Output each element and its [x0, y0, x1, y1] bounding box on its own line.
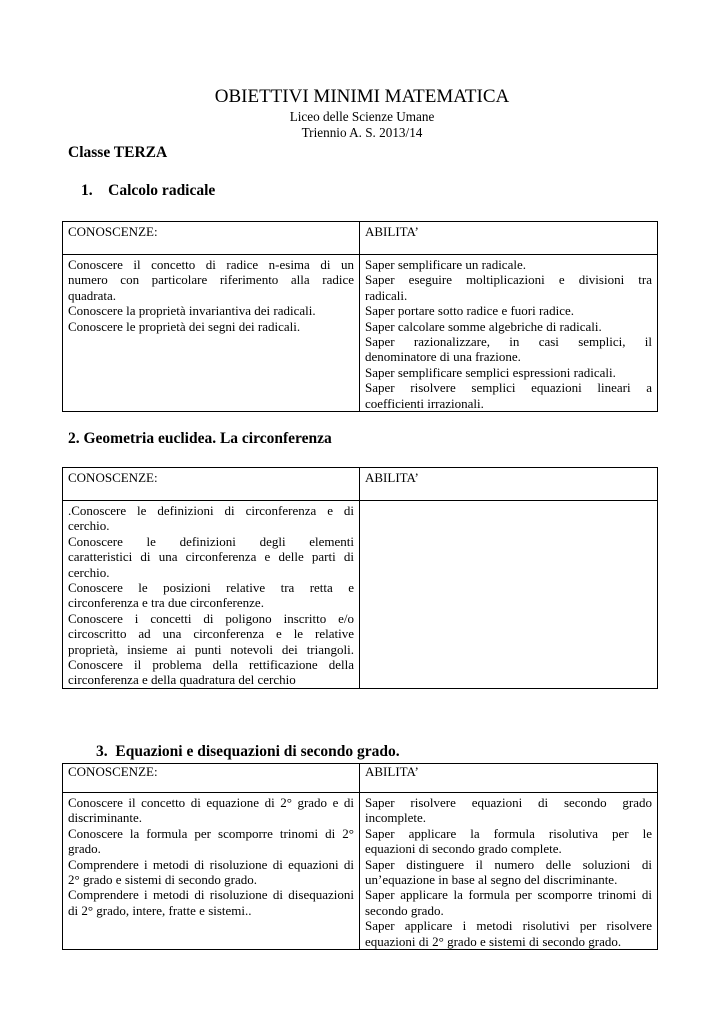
text-line: Conoscere il problema della rettificazione della: [68, 657, 354, 673]
conoscenze-cell: [63, 255, 360, 412]
section-table-3: [62, 763, 658, 950]
text-line: Conoscere la formula per scomporre trinomi di 2°: [68, 825, 354, 841]
section-table-2: [62, 467, 658, 689]
abilita-cell: [360, 793, 658, 950]
text-line: Conoscere le proprietà dei segni dei radicali.: [68, 318, 301, 334]
text-line: Saper applicare la formula per scomporre trinomi di: [365, 887, 652, 903]
text-line: un’equazione in base al segno del discriminante.: [365, 872, 618, 888]
text-line: cerchio.: [68, 518, 110, 534]
text-line: coefficienti irrazionali.: [365, 395, 484, 411]
abilita-cell: [360, 255, 658, 412]
text-line: denominatore di una frazione.: [365, 349, 521, 365]
text-line: quadrata.: [68, 287, 117, 303]
text-line: Saper applicare i metodi risolutivi per risolvere: [365, 918, 652, 934]
section-table-1: [62, 221, 658, 412]
text-line: Saper eseguire moltiplicazioni e divisioni tra: [365, 272, 652, 288]
text-line: numero con particolare riferimento alla radice: [68, 272, 354, 288]
text-line: secondo grado.: [365, 902, 444, 918]
section-number: 3.: [96, 743, 108, 760]
text-line: Saper semplificare semplici espressioni radicali.: [365, 364, 616, 380]
school-name: Liceo delle Scienze Umane: [289, 109, 435, 124]
text-line: Saper applicare la formula risolutiva per le: [365, 825, 652, 841]
section-title: Equazioni e disequazioni di secondo grado.: [115, 743, 400, 760]
school-year: Triennio A. S. 2013/14: [301, 125, 423, 140]
text-line: Saper distinguere il numero delle soluzioni di: [365, 856, 652, 872]
text-line: Saper razionalizzare, in casi semplici, il: [365, 334, 652, 350]
text-line: Conoscere la proprietà invariantiva dei radicali.: [68, 303, 316, 319]
text-line: caratteristici di una circonferenza e delle parti di: [68, 549, 354, 565]
text-line: Saper portare sotto radice e fuori radice.: [365, 303, 574, 319]
section-heading-2: [68, 430, 332, 448]
header-conoscenze: CONOSCENZE:: [63, 468, 360, 501]
header-conoscenze: CONOSCENZE:: [63, 764, 360, 793]
conoscenze-cell: [63, 793, 360, 950]
text-line: equazioni di 2° grado e sistemi di secondo grado.: [365, 933, 622, 949]
header-conoscenze: CONOSCENZE:: [63, 222, 360, 255]
class-heading: Classe TERZA: [68, 144, 168, 161]
text-line: circonferenza e della quadratura del cerchio: [68, 672, 296, 688]
text-line: .Conoscere le definizioni di circonferenza e di: [68, 503, 354, 518]
page-title: OBIETTIVI MINIMI MATEMATICA: [214, 86, 510, 107]
text-line: proprietà, insieme ai punti notevoli dei triangoli.: [68, 641, 354, 657]
text-line: Comprendere i metodi di risoluzione di equazioni di: [68, 856, 354, 872]
text-line: di 2° grado, intere, fratte e sistemi..: [68, 902, 252, 918]
text-line: 2° grado e sistemi di secondo grado.: [68, 872, 257, 888]
section-number: 2.: [68, 430, 80, 447]
text-line: Conoscere le definizioni degli elementi: [68, 533, 354, 549]
section-number: 1.: [81, 182, 93, 199]
conoscenze-cell: [63, 501, 360, 689]
text-line: radicali.: [365, 287, 408, 303]
text-line: Saper risolvere semplici equazioni lineari a: [365, 380, 652, 396]
text-line: incomplete.: [365, 810, 427, 826]
header-abilita: ABILITA’: [360, 222, 658, 255]
header-abilita: ABILITA’: [360, 468, 658, 501]
abilita-cell: [360, 501, 658, 689]
text-line: cerchio.: [68, 564, 110, 580]
text-line: Conoscere il concetto di radice n-esima di un: [68, 257, 354, 272]
text-line: discriminante.: [68, 810, 143, 826]
text-line: Conoscere il concetto di equazione di 2° grado e di: [68, 795, 354, 810]
section-title: Geometria euclidea. La circonferenza: [83, 430, 332, 447]
text-line: Saper risolvere equazioni di secondo grado: [365, 795, 652, 810]
text-line: circoscritto ad una circonferenza e le relative: [68, 626, 354, 642]
section-title: Calcolo radicale: [108, 182, 216, 199]
section-heading-3: [96, 743, 400, 761]
header-abilita: ABILITA’: [360, 764, 658, 793]
text-line: Saper calcolare somme algebriche di radicali.: [365, 318, 602, 334]
section-heading-1: [81, 182, 215, 200]
text-line: equazioni di secondo grado complete.: [365, 841, 562, 857]
text-line: Comprendere i metodi di risoluzione di disequazioni: [68, 887, 354, 903]
text-line: Conoscere i concetti di poligono inscritto e/o: [68, 610, 354, 626]
text-line: Saper semplificare un radicale.: [365, 257, 526, 272]
text-line: Conoscere le posizioni relative tra retta e: [68, 580, 354, 596]
text-line: circonferenza e tra due circonferenze.: [68, 595, 264, 611]
text-line: grado.: [68, 841, 101, 857]
